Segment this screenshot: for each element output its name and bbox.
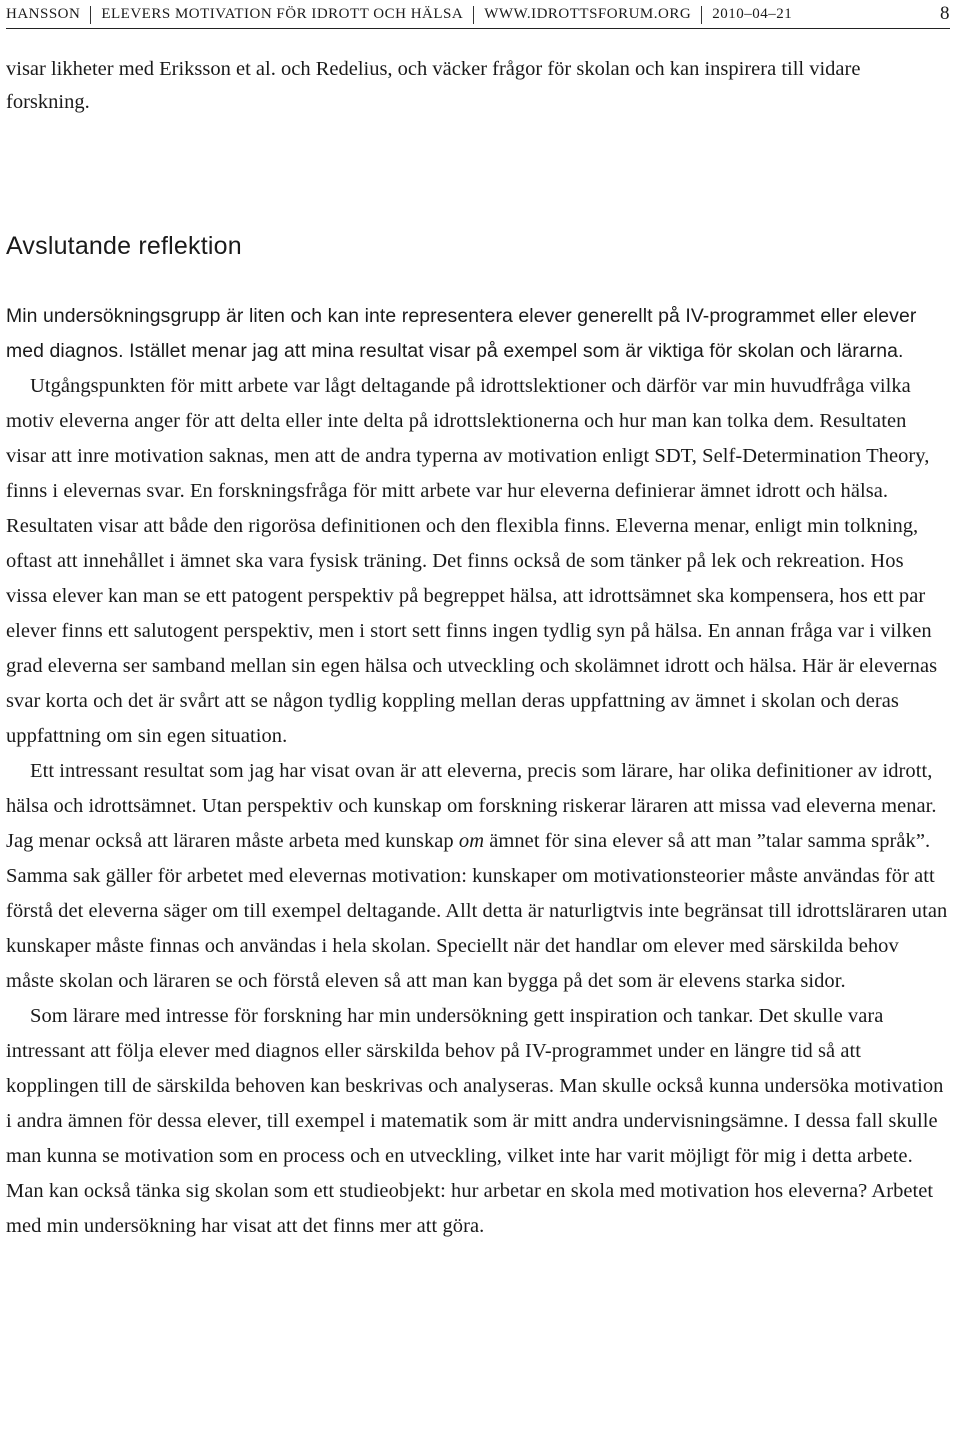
page-number: 8 — [940, 3, 950, 24]
header-author: HANSSON — [6, 6, 81, 22]
header-divider — [473, 6, 474, 24]
document-page — [6, 0, 950, 1244]
intro-paragraph: visar likheter med Eriksson et al. och Redelius, och väcker frågor för skolan och kan inspirera till vidare forskning. — [6, 58, 861, 113]
paragraph-3-text-a: Ett intressant resultat som jag har visat ovan är att eleverna, precis som lärare, har olika definitioner av idrott, hälsa och idrottsämnet. Utan perspektiv och kunskap om forskning riskerar läraren att missa vad eleverna menar. Jag menar också att läraren måste arbeta med kunskap — [6, 760, 937, 852]
paragraph-3 — [6, 754, 950, 999]
section-heading: Avslutande reflektion — [6, 232, 242, 260]
running-header — [6, 0, 950, 29]
header-title: ELEVERS MOTIVATION FÖR IDROTT OCH HÄLSA — [101, 6, 464, 22]
header-site: WWW.IDROTTSFORUM.ORG — [484, 6, 692, 22]
paragraph-3-italic: om — [458, 830, 485, 852]
header-divider — [90, 6, 91, 24]
header-divider — [701, 6, 702, 24]
paragraph-2: Utgångspunkten för mitt arbete var lågt deltagande på idrottslektioner och därför var min huvudfråga vilka motiv eleverna anger för att delta eller inte delta på idrottslektionerna och hur man kan tolka dem. Resultaten visar att inre motivation saknas, men att de andra typerna av motivation enligt SDT, Self-Determination Theory, finns i elevernas svar. En forskningsfråga för mitt arbete var hur eleverna definierar ämnet idrott och hälsa. Resultaten visar att både den rigorösa definitionen och den flexibla finns. Eleverna menar, enligt min tolkning, oftast att innehållet i ämnet ska vara fysisk träning. Det finns också de som tänker på lek och rekreation. Hos vissa elever kan man se ett patogent perspektiv på begreppet hälsa, att idrottsämnet ska kompensera, hos ett par elever finns ett salutogent perspektiv, men i stort sett finns ingen tydlig syn på hälsa. En annan fråga var i vilken grad eleverna ser samband mellan sin egen hälsa och utveckling och skolämnet idrott och hälsa. Här är elevernas svar korta och det är svårt att se någon tydlig koppling mellan deras uppfattning av ämnet i skolan och deras uppfattning om sin egen situation. — [6, 375, 938, 747]
section-body — [6, 299, 950, 1244]
paragraph-1: Min undersökningsgrupp är liten och kan inte representera elever generellt på IV-programmet eller elever med diagnos. Istället menar jag att mina resultat visar på exempel som är viktiga för skolan och lärarna. — [6, 305, 917, 362]
header-date: 2010–04–21 — [712, 6, 793, 22]
paragraph-4: Som lärare med intresse för forskning har min undersökning gett inspiration och tankar. Det skulle vara intressant att följa elever med diagnos eller särskilda behov på IV-programmet under en längre tid så att kopplingen till de särskilda behoven kan beskrivas och analyseras. Man skulle också kunna undersöka motivation i andra ämnen för dessa elever, till exempel i matematik som är mitt andra undervisningsämne. I dessa fall skulle man kunna se motivation som en process och en utveckling, vilket inte har varit möjligt för mig i detta arbete. Man kan också tänka sig skolan som ett studieobjekt: hur arbetar en skola med motivation hos eleverna? Arbetet med min undersökning har visat att det finns mer att göra. — [6, 1005, 944, 1237]
paragraph-3-text-b: ämnet för sina elever så att man ”talar samma språk”. Samma sak gäller för arbetet med elevernas motivation: kunskaper om motivationsteorier måste användas för att förstå det eleverna säger om till exempel deltagande. Allt detta är naturligtvis inte begränsat till idrottsläraren utan kunskaper måste finnas och användas i hela skolan. Speciellt när det handlar om elever med särskilda behov måste skolan och läraren se och förstå eleven så att man kan bygga på det som är elevens starka sidor. — [6, 830, 948, 992]
